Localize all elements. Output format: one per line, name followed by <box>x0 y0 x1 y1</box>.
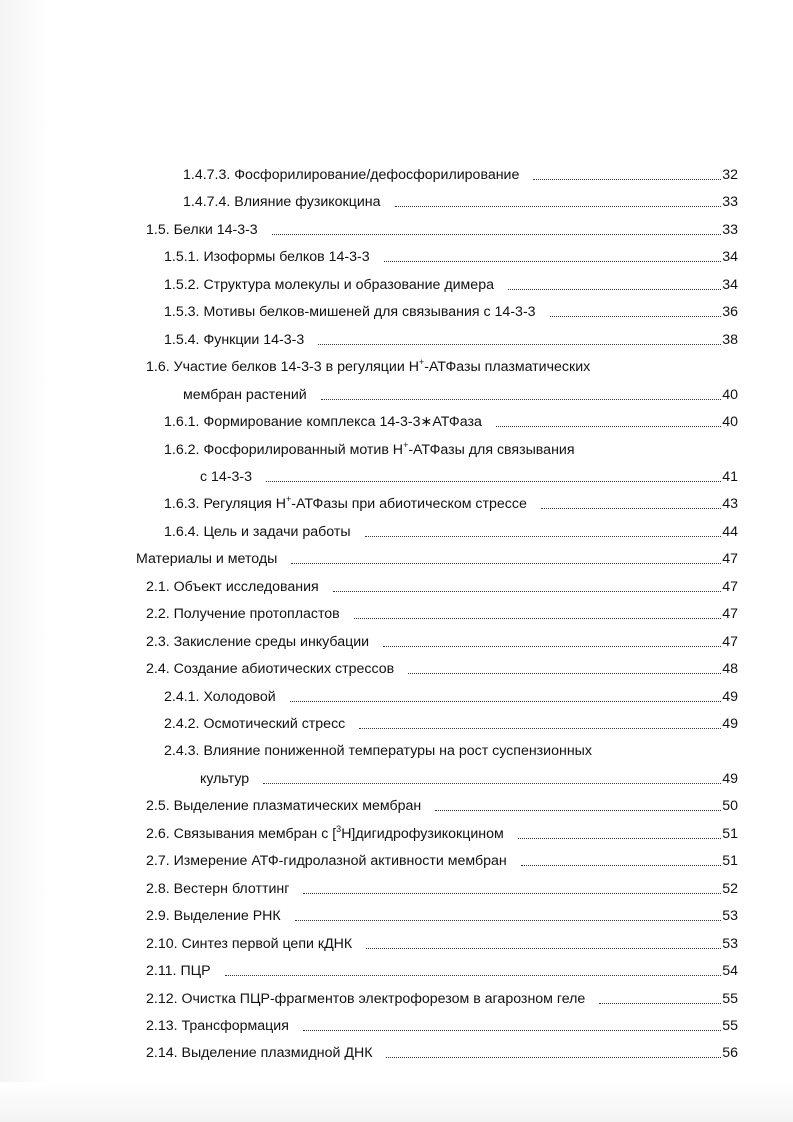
title-text: 2.4.3. Влияние пониженной температуры на рост суспензионных <box>164 743 592 760</box>
page-number: 51 <box>722 853 738 870</box>
dot-leader <box>333 590 722 592</box>
title-text: Материалы и методы <box>136 551 278 568</box>
toc-entry-title <box>183 166 519 184</box>
toc-entry-title <box>146 935 352 953</box>
toc-entry[interactable] <box>146 988 738 1008</box>
toc-entry-title <box>146 358 590 376</box>
title-text: 2.9. Выделение РНК <box>146 908 281 925</box>
dot-leader <box>295 919 722 921</box>
page-number: 47 <box>722 578 738 595</box>
toc-entry[interactable] <box>200 768 738 788</box>
toc-entry-title <box>146 221 258 239</box>
page-number: 43 <box>722 496 738 513</box>
toc-entry-title <box>164 715 345 733</box>
toc-entry[interactable] <box>146 1042 738 1062</box>
dot-leader <box>354 617 721 619</box>
toc-entry[interactable] <box>146 933 738 953</box>
superscript: + <box>418 357 425 368</box>
title-text: H]дигидрофузикокцином <box>341 825 504 842</box>
dot-leader <box>272 233 722 235</box>
title-text: 2.12. Очистка ПЦР-фрагментов электрофорезом в агарозном геле <box>146 990 586 1007</box>
dot-leader <box>303 1029 721 1031</box>
toc-entry[interactable] <box>164 411 738 431</box>
toc-entry-title <box>183 386 307 404</box>
title-text: 1.5.2. Структура молекулы и образование димера <box>164 276 494 293</box>
title-text: с 14-3-3 <box>200 468 253 485</box>
toc-entry[interactable] <box>146 1015 738 1035</box>
dot-leader <box>321 398 722 400</box>
page-number: 47 <box>722 551 738 568</box>
dot-leader <box>533 178 721 180</box>
title-text: 1.4.7.4. Влияние фузикокцина <box>183 194 381 211</box>
title-text: 1.4.7.3. Фосфорилирование/дефосфорилирование <box>183 167 520 183</box>
dot-leader <box>225 974 722 976</box>
dot-leader <box>550 315 722 317</box>
toc-entry[interactable] <box>146 795 738 815</box>
dot-leader <box>508 288 721 290</box>
toc-entry-title <box>146 990 585 1008</box>
dot-leader <box>386 1056 721 1058</box>
title-text: 2.1. Объект исследования <box>146 578 319 595</box>
toc-entry[interactable] <box>164 740 592 760</box>
title-text: 2.3. Закисление среды инкубации <box>146 633 370 650</box>
page-number: 36 <box>722 304 738 321</box>
title-text: 2.8. Вестерн блоттинг <box>146 880 290 897</box>
page-number: 48 <box>722 661 738 678</box>
toc-entry[interactable] <box>164 329 738 349</box>
page-number: 49 <box>722 688 738 705</box>
page-number: 50 <box>722 798 738 815</box>
title-text: 2.11. ПЦР <box>146 963 211 980</box>
title-text: 2.7. Измерение АТФ-гидролазной активности мембран <box>146 853 507 870</box>
dot-leader <box>359 727 721 729</box>
toc-entry[interactable] <box>164 301 738 321</box>
title-text: 2.14. Выделение плазмидной ДНК <box>146 1045 373 1062</box>
title-text: -АТФазы при абиотическом стрессе <box>291 496 527 513</box>
title-text: 2.13. Трансформация <box>146 1017 289 1034</box>
toc-entry[interactable] <box>146 219 738 239</box>
toc-entry-title <box>164 441 575 459</box>
title-text: 1.6. Участие белков 14-3-3 в регуляции H <box>146 359 419 376</box>
toc-entry[interactable] <box>146 878 738 898</box>
toc-entry[interactable] <box>164 521 738 541</box>
toc-entry-title <box>164 495 527 513</box>
title-text: 1.5.1. Изоформы белков 14-3-3 <box>164 249 370 266</box>
page-number: 55 <box>722 990 738 1007</box>
toc-entry-title <box>146 907 281 925</box>
page-number: 51 <box>722 825 738 842</box>
dot-leader <box>366 947 721 949</box>
page-number: 34 <box>722 276 738 293</box>
title-text: мембран растений <box>183 386 307 403</box>
page-number: 56 <box>722 1045 738 1062</box>
title-text: 2.4.2. Осмотический стресс <box>164 716 346 732</box>
title-text: 1.5. Белки 14-3-3 <box>146 221 258 238</box>
dot-leader <box>521 864 721 866</box>
toc-entry-title <box>164 413 482 431</box>
toc-entry[interactable] <box>164 246 738 266</box>
title-text: -АТФазы для связывания <box>408 441 575 458</box>
toc-entry-title <box>183 193 381 211</box>
dot-leader <box>290 700 722 702</box>
title-text: 2.2. Получение протопластов <box>146 606 340 623</box>
dot-leader <box>303 892 721 894</box>
toc-entry[interactable] <box>146 905 738 925</box>
toc-entry[interactable] <box>146 850 738 870</box>
toc-entry[interactable] <box>164 439 575 459</box>
scan-bottom-edge <box>0 1082 793 1122</box>
superscript: + <box>286 494 292 505</box>
dot-leader <box>541 507 721 509</box>
page-number: 55 <box>722 1017 738 1034</box>
dot-leader <box>435 809 721 811</box>
page-number: 49 <box>722 716 738 732</box>
dot-leader <box>496 425 721 427</box>
toc-entry-title <box>146 1044 372 1062</box>
toc-entry-title <box>146 578 319 596</box>
toc-entry[interactable] <box>183 191 738 211</box>
toc-entry[interactable] <box>146 631 738 651</box>
page-number: 33 <box>722 221 738 238</box>
dot-leader <box>318 343 721 345</box>
title-text: -АТФазы плазматических <box>424 359 591 376</box>
toc-entry[interactable] <box>146 658 738 678</box>
page-number: 41 <box>722 468 738 485</box>
title-text: 1.6.3. Регуляция H <box>164 496 287 513</box>
title-text: 2.6. Связывания мембран с [ <box>146 825 337 842</box>
toc-entry-title <box>164 688 276 706</box>
toc-entry-title <box>146 797 421 815</box>
page-number: 40 <box>722 414 738 431</box>
toc-entry-title <box>146 633 369 651</box>
toc-entry-title <box>164 331 304 349</box>
page-number: 47 <box>722 606 738 623</box>
dot-leader <box>266 480 721 482</box>
toc-entry[interactable] <box>146 603 738 623</box>
dot-leader <box>383 645 721 647</box>
toc-entry-title <box>200 468 252 486</box>
dot-leader <box>395 205 722 207</box>
toc-entry-title <box>136 550 277 568</box>
page-number: 38 <box>722 331 738 348</box>
page-number: 53 <box>722 935 738 952</box>
toc-entry[interactable] <box>183 384 738 404</box>
title-text: 1.5.3. Мотивы белков-мишеней для связывания с 14-3-3 <box>164 304 536 321</box>
toc-entry-title <box>164 303 536 321</box>
dot-leader <box>408 672 721 674</box>
title-text: 1.6.1. Формирование комплекса 14-3-3∗АТФаза <box>164 414 482 431</box>
toc-entry-title <box>164 276 494 294</box>
title-text: 1.6.4. Цель и задачи работы <box>164 523 351 540</box>
toc-entry-title <box>164 523 351 541</box>
toc-entry-title <box>146 825 504 843</box>
page-number: 32 <box>722 167 738 183</box>
toc-entry-title <box>146 660 394 678</box>
page-number: 40 <box>722 386 738 403</box>
toc-entry-title <box>164 742 592 760</box>
page-number: 53 <box>722 908 738 925</box>
title-text: 2.4.1. Холодовой <box>164 688 276 705</box>
page-number: 54 <box>722 963 738 980</box>
toc-entry[interactable] <box>146 356 590 376</box>
toc-entry-title <box>146 852 507 870</box>
title-text: 2.10. Синтез первой цепи кДНК <box>146 935 353 952</box>
dot-leader <box>291 562 721 564</box>
superscript: 3 <box>336 823 342 834</box>
page-number: 34 <box>722 249 738 266</box>
page-number: 33 <box>722 194 738 211</box>
dot-leader <box>518 837 721 839</box>
title-text: 2.4. Создание абиотических стрессов <box>146 661 395 678</box>
scan-left-edge <box>0 0 52 1122</box>
toc-entry-title <box>146 1017 289 1035</box>
page-number: 52 <box>722 880 738 897</box>
title-text: культур <box>200 770 250 787</box>
toc-entry-title <box>164 248 370 266</box>
title-text: 1.5.4. Функции 14-3-3 <box>164 331 305 348</box>
dot-leader <box>599 1002 721 1004</box>
toc-entry[interactable] <box>146 960 738 980</box>
toc-entry[interactable] <box>164 493 738 513</box>
toc-entry[interactable] <box>164 686 738 706</box>
toc-entry[interactable] <box>183 164 738 184</box>
page-number: 49 <box>722 770 738 787</box>
toc-entry[interactable] <box>146 576 738 596</box>
toc-entry-title <box>200 770 249 788</box>
toc-entry[interactable] <box>164 713 738 733</box>
page-number: 47 <box>722 633 738 650</box>
dot-leader <box>365 535 722 537</box>
page-number: 44 <box>722 523 738 540</box>
toc-entry[interactable] <box>136 548 738 568</box>
title-text: 2.5. Выделение плазматических мембран <box>146 798 422 815</box>
title-text: 1.6.2. Фосфорилированный мотив H <box>164 441 404 458</box>
superscript: + <box>403 439 409 450</box>
toc-entry-title <box>146 880 289 898</box>
toc-entry-title <box>146 962 211 980</box>
toc-entry[interactable] <box>146 823 738 843</box>
toc-entry[interactable] <box>200 466 738 486</box>
toc-entry-title <box>146 605 340 623</box>
dot-leader <box>263 782 721 784</box>
toc-entry[interactable] <box>164 274 738 294</box>
dot-leader <box>384 260 722 262</box>
